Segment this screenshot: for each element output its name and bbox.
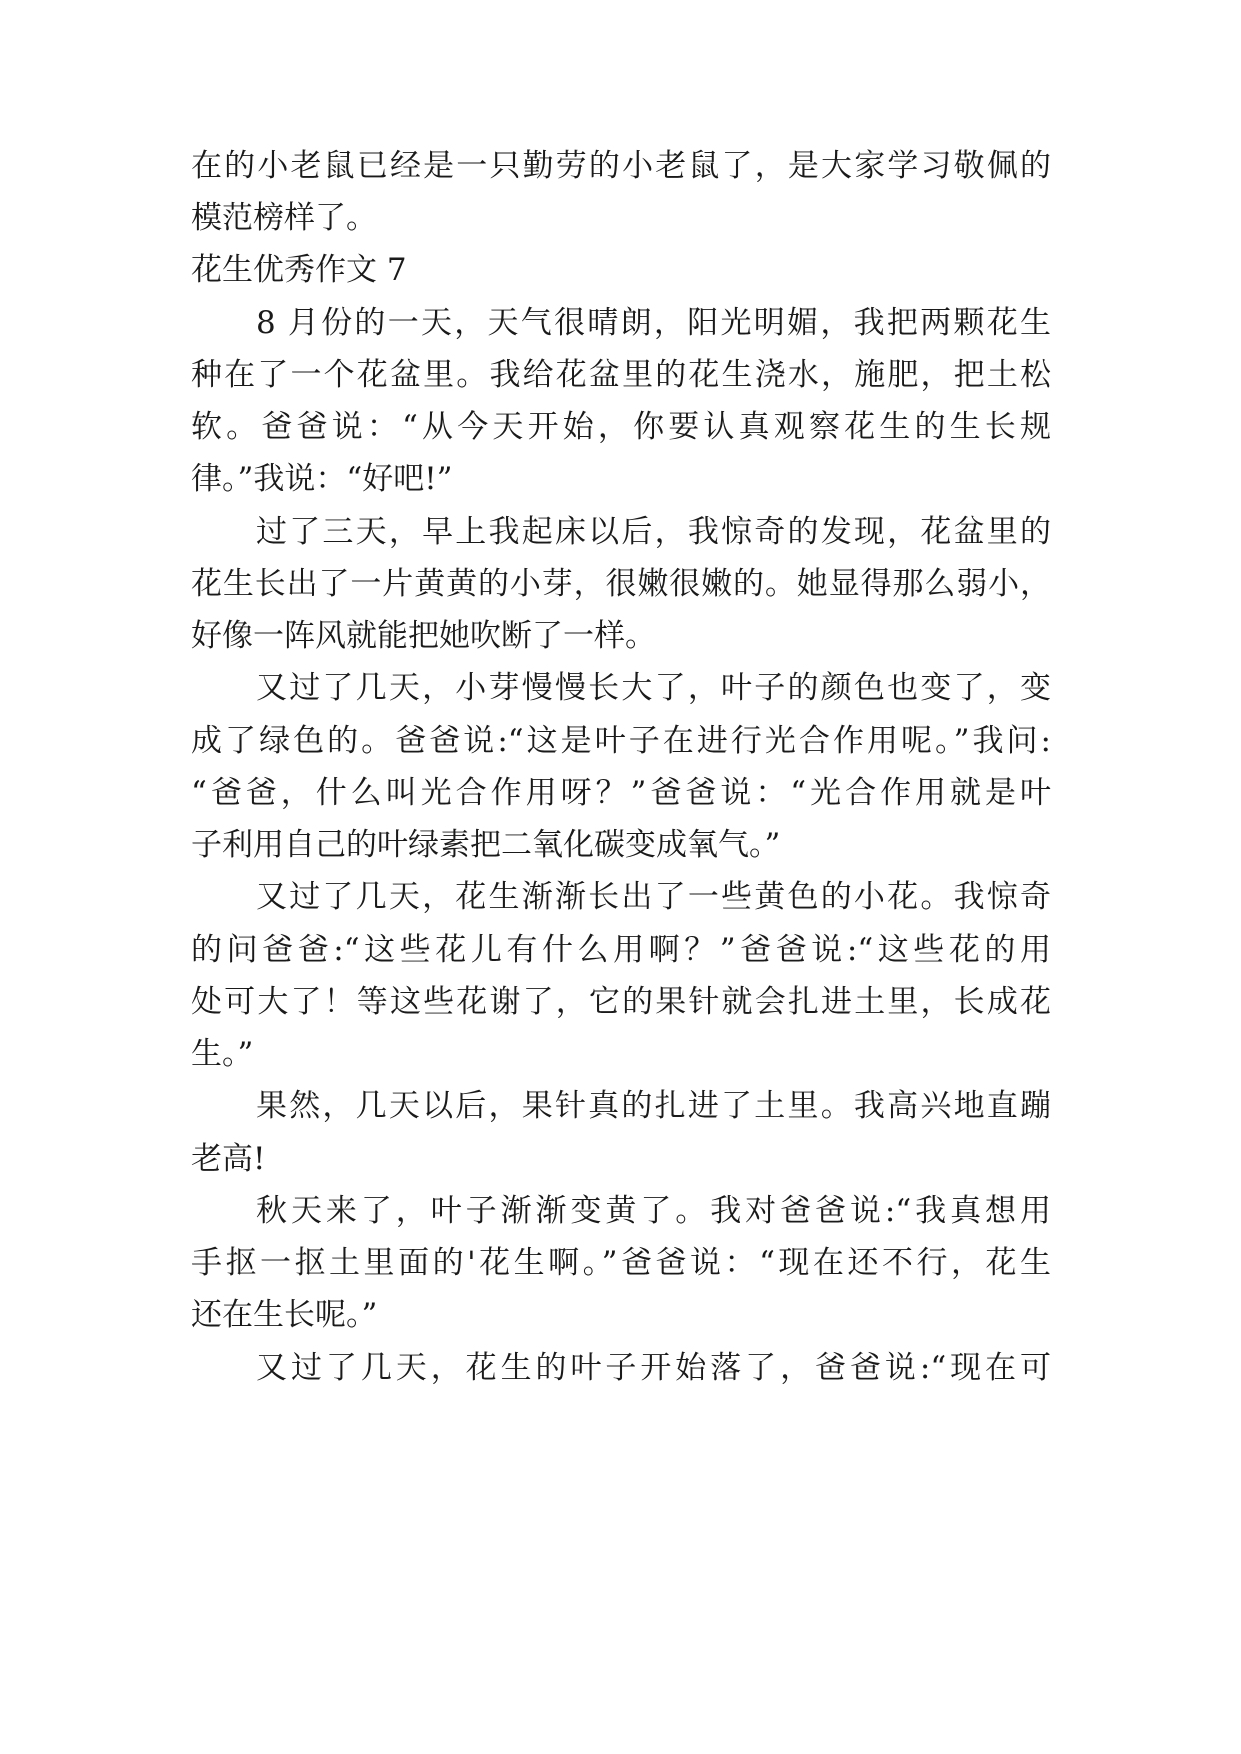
- text-line: 手抠一抠土里面的'花生啊。”爸爸说：“现在还不行，花生: [191, 1245, 1051, 1281]
- text-line: 在的小老鼠已经是一只勤劳的小老鼠了，是大家学习敬佩的: [191, 148, 1051, 184]
- text-line: 种在了一个花盆里。我给花盆里的花生浇水，施肥，把土松: [191, 357, 1051, 393]
- text-line: 软。爸爸说：“从今天开始，你要认真观察花生的生长规: [191, 409, 1051, 445]
- paragraph-first-line: 果然，几天以后，果针真的扎进了土里。我高兴地直蹦: [256, 1088, 1051, 1124]
- text-line: 花生长出了一片黄黄的小芽，很嫩很嫩的。她显得那么弱小，: [191, 566, 1051, 602]
- text-line: 的问爸爸:“这些花儿有什么用啊？”爸爸说:“这些花的用: [191, 932, 1051, 968]
- text-line: 模范榜样了。: [191, 200, 377, 236]
- paragraph-first-line: 秋天来了，叶子渐渐变黄了。我对爸爸说:“我真想用: [256, 1193, 1051, 1229]
- text-line: 好像一阵风就能把她吹断了一样。: [191, 618, 656, 654]
- text-line: 还在生长呢。”: [191, 1297, 378, 1333]
- paragraph-first-line: 又过了几天，小芽慢慢长大了，叶子的颜色也变了，变: [256, 670, 1051, 706]
- paragraph-first-line: 又过了几天，花生的叶子开始落了，爸爸说:“现在可: [256, 1350, 1051, 1386]
- text-line: 老高!: [191, 1141, 266, 1177]
- text-line: 处可大了！等这些花谢了，它的果针就会扎进土里，长成花: [191, 984, 1051, 1020]
- text-line: 生。”: [191, 1036, 254, 1072]
- text-line: 律。”我说：“好吧!”: [191, 461, 453, 497]
- paragraph-first-line: 8 月份的一天，天气很晴朗，阳光明媚，我把两颗花生: [256, 305, 1051, 341]
- paragraph-first-line: 过了三天，早上我起床以后，我惊奇的发现，花盆里的: [256, 514, 1051, 550]
- text-line: 子利用自己的叶绿素把二氧化碳变成氧气。”: [191, 827, 781, 863]
- paragraph-first-line: 又过了几天，花生渐渐长出了一些黄色的小花。我惊奇: [256, 879, 1051, 915]
- text-line: “爸爸，什么叫光合作用呀？”爸爸说：“光合作用就是叶: [191, 775, 1051, 811]
- section-heading: 花生优秀作文 7: [191, 252, 407, 288]
- text-line: 成了绿色的。爸爸说:“这是叶子在进行光合作用呢。”我问:: [191, 723, 1051, 759]
